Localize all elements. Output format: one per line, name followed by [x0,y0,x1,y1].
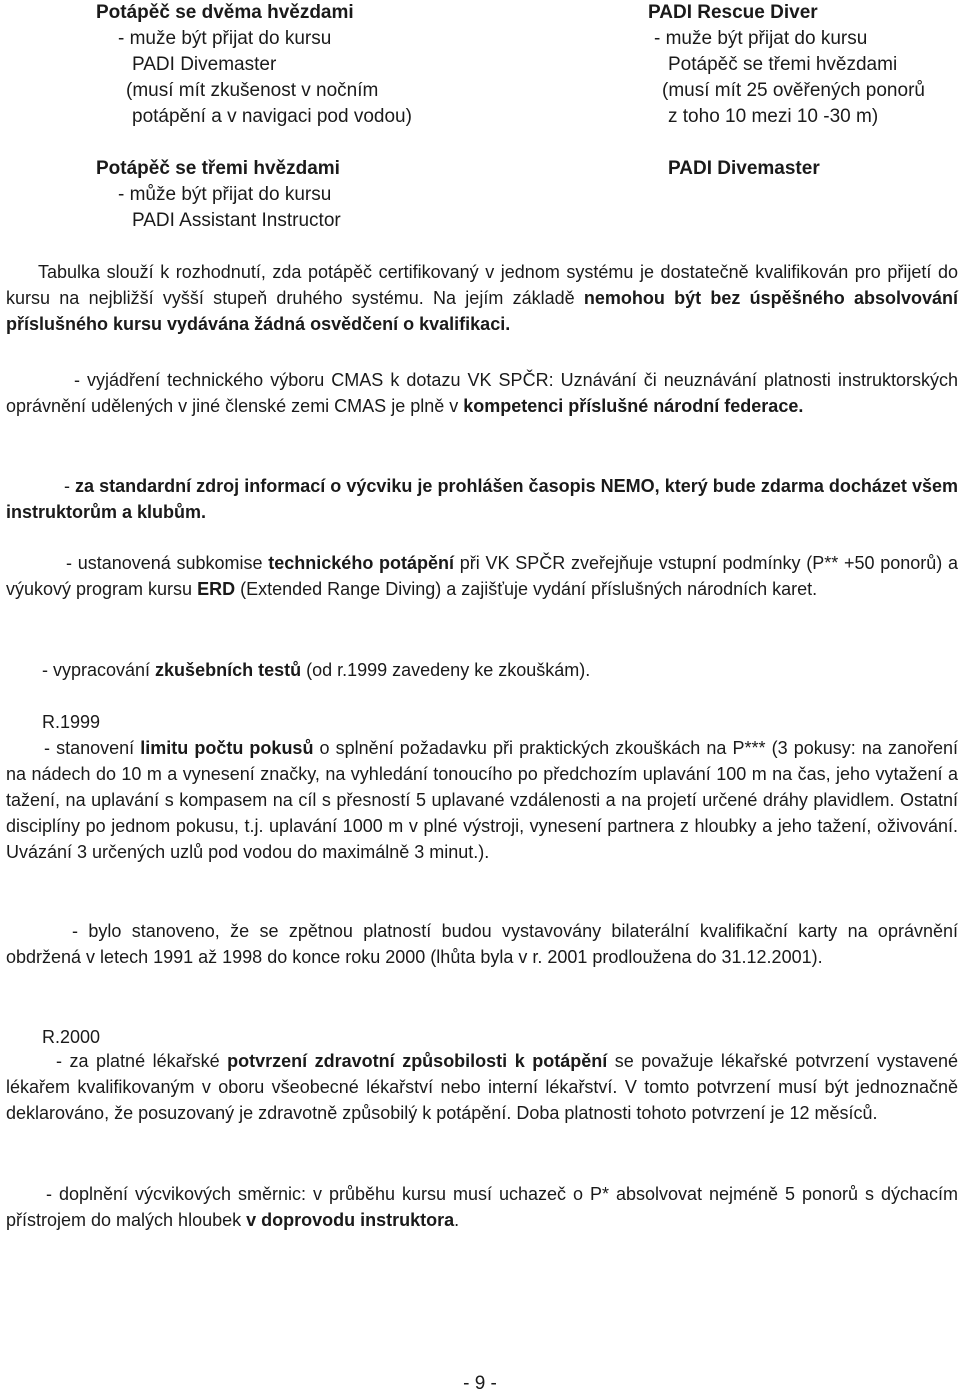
year-1999-label: R.1999 [42,712,101,732]
paragraph-attempt-limit [6,735,958,865]
paragraph-bilateral-cards [6,918,958,970]
p4-bold1: technického potápění [268,553,455,573]
left-block1-line4: potápění a v navigaci pod vodou) [132,106,412,127]
p6-text2: o splnění požadavku při praktických zkouškách na P*** (3 pokusy: na zanoření na nádech do 10 m a vynesení značky, na vyhledání tonoucího po předchozím uplavání 100 m na čas, jeho vytažení a tažení, na uplavání s kompasem na cíl s přesností 5 uplavané vzdálenosti a na projetí určené dráhy plavidlem. Ostatní disciplíny po jednom pokusu, t.j. uplavání 1000 m v plné výstroji, vynesení partnera z hloubky a jeho tažení, oživování. Uvázání 3 určených uzlů pod vodou do maximálně 3 minut.). [6,738,958,862]
paragraph-table-explanation [6,259,958,337]
year-heading-1999 [6,709,958,735]
p9-text2: . [454,1210,460,1230]
paragraph-medical-certificate [6,1048,958,1126]
p9-bold: v doprovodu instruktora [246,1210,455,1230]
year-heading-2000 [6,1024,958,1050]
p6-bold: limitu počtu pokusů [140,738,314,758]
left-block2-line2: PADI Assistant Instructor [132,210,341,231]
p4-text1: - ustanovená subkomise [66,553,269,573]
paragraph-technical-diving [6,550,958,602]
paragraph-exam-tests [6,657,958,683]
p3-bold: za standardní zdroj informací o výcviku je prohlášen časopis NEMO, který bude zdarma docházet všem instruktorům a klubům. [6,476,958,522]
year-2000-label: R.2000 [42,1027,101,1047]
right-block1-line3: (musí mít 25 ověřených ponorů [662,80,925,101]
p4-text3: (Extended Range Diving) a zajišťuje vydání příslušných národních karet. [235,579,818,599]
page-number: - 9 - [463,1373,497,1394]
p1-bold: nemohou být bez úspěšného absolvování příslušného kursu vydávána žádná osvědčení o kvalifikaci. [6,288,958,334]
left-block1-line3: (musí mít zkušenost v nočním [126,80,379,101]
left-block2-title: Potápěč se třemi hvězdami [96,158,340,179]
left-block2-line1: - může být přijat do kursu [118,184,332,205]
p4-bold2: ERD [197,579,236,599]
p8-bold: potvrzení zdravotní způsobilosti k potápění [227,1051,608,1071]
right-block1-line2: Potápěč se třemi hvězdami [668,54,898,75]
paragraph-nemo-magazine [6,473,958,525]
p7-text: - bylo stanoveno, že se zpětnou platností budou vystavovány bilaterální kvalifikační karty na oprávnění obdržená v letech 1991 až 1998 do konce roku 2000 (lhůta byla v r. 2001 prodloužena do 31.12.2001). [6,921,958,967]
p2-text: - vyjádření technického výboru CMAS k dotazu VK SPČR: Uznávání či neuznávání platnosti instruktorských oprávnění udělených v jiné členské zemi CMAS je plně v [6,370,958,416]
p5-text1: - vypracování [42,660,156,680]
right-block1-title: PADI Rescue Diver [648,2,818,23]
left-block1-title: Potápěč se dvěma hvězdami [96,2,354,23]
p8-text1: - za platné lékařské [56,1051,228,1071]
p5-text2: (od r.1999 zavedeny ke zkouškám). [301,660,591,680]
left-block1-line2: PADI Divemaster [132,54,277,75]
paragraph-training-guidelines [6,1181,958,1233]
right-block2-title: PADI Divemaster [668,158,820,179]
p9-text1: - doplnění výcvikových směrnic: v průběhu kursu musí uchazeč o P* absolvovat nejméně 5 ponorů s dýchacím přístrojem do malých hloubek [6,1184,958,1230]
right-block1-line1: - muže být přijat do kursu [654,28,868,49]
p8-text2: se považuje lékařské potvrzení vystavené lékařem kvalifikovaným v oboru všeobecné lékařství nebo interní lékařství. V tomto potvrzení musí být jednoznačně deklarováno, že posuzovaný je zdravotně způsobilý k potápění. Doba platnosti tohoto potvrzení je 12 měsíců. [6,1051,958,1123]
p4-text2: při VK SPČR zveřejňuje vstupní podmínky (P** +50 ponorů) a výukový program kursu [6,553,959,599]
p6-text1: - stanovení [44,738,141,758]
p3-text: - [64,476,76,496]
p2-bold: kompetenci příslušné národní federace. [463,396,804,416]
left-block1-line1: - muže být přijat do kursu [118,28,332,49]
p5-bold: zkušebních testů [155,660,302,680]
right-block1-line4: z toho 10 mezi 10 -30 m) [668,106,879,127]
p1-text: Tabulka slouží k rozhodnutí, zda potápěč certifikovaný v jednom systému je dostatečně kvalifikován pro přijetí do kursu na nejbližší vyšší stupeň druhého systému. Na jejím základě [6,262,958,308]
paragraph-cmas-statement [6,367,958,419]
